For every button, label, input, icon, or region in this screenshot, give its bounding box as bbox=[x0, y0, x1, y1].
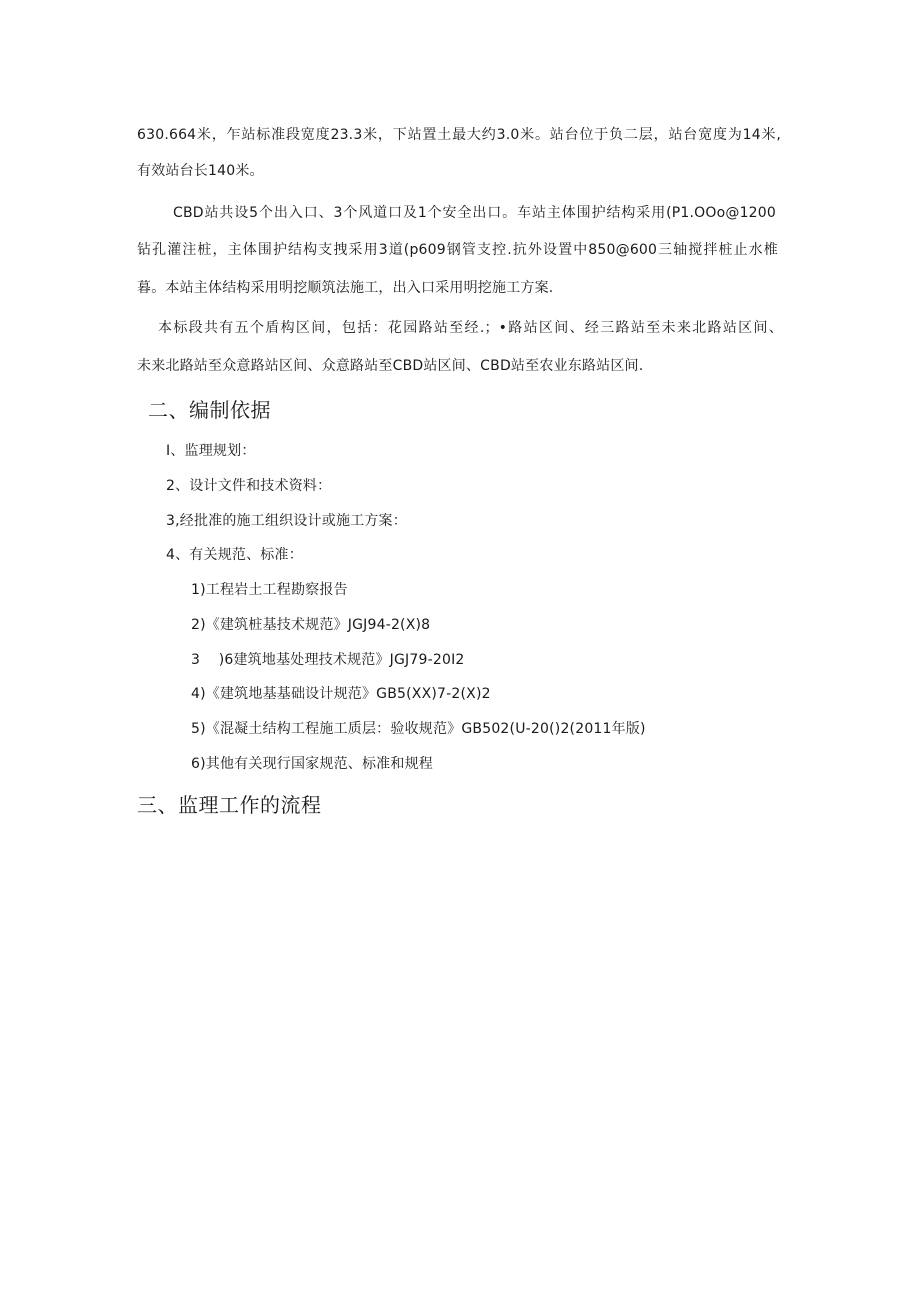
paragraph-2-line-3: 暮。本站主体结构采用明挖顺筑法施工，出入口采用明挖施工方案. bbox=[137, 280, 554, 296]
standard-item-4: 4)《建筑地基基础设计规范》GB5(XX)7-2(X)2 bbox=[191, 686, 491, 702]
paragraph-1-line-2: 有效站台长140米。 bbox=[137, 163, 264, 179]
standard-item-2: 2)《建筑桩基技术规范》JGJ94-2(X)8 bbox=[191, 617, 431, 633]
paragraph-2-line-2: 钻孔灌注桩，主体围护结构支拽采用3道(p609钢管支控.抗外设置中850@600三轴搅拌桩止水椎 bbox=[137, 242, 778, 258]
paragraph-1-line-1: 630.664米，乍站标准段宽度23.3米，下站置土最大约3.0米。站台位于负二层，站台宽度为14米, bbox=[137, 127, 781, 143]
standard-item-3: 3 )6建筑地基处理技术规范》JGJ79-20I2 bbox=[191, 652, 465, 668]
section-2-heading: 二、编制依据 bbox=[148, 398, 271, 422]
standard-item-5: 5)《混凝土结构工程施工质层：验收规范》GB502(U-20()2(2011年版) bbox=[191, 721, 646, 737]
basis-item-2: 2、设计文件和技术资料： bbox=[166, 478, 332, 494]
paragraph-2-line-1: CBD站共设5个出入口、3个风道口及1个安全出口。车站主体围护结构采用(P1.OOo@1200 bbox=[173, 205, 776, 221]
paragraph-3-line-1: 本标段共有五个盾构区间，包括：花园路站至经.；•路站区间、经三路站至未来北路站区间、 bbox=[158, 320, 783, 336]
standard-item-1: 1)工程岩土工程勘察报告 bbox=[191, 582, 348, 598]
basis-item-3: 3,经批准的施工组织设计或施工方案： bbox=[166, 513, 407, 529]
basis-item-1: I、监理规划： bbox=[166, 443, 256, 459]
standard-item-6: 6)其他有关现行国家规范、标准和规程 bbox=[191, 756, 433, 772]
paragraph-3-line-2: 未来北路站至众意路站区间、众意路站至CBD站区间、CBD站至农业东路站区间. bbox=[137, 358, 644, 374]
section-3-heading: 三、监理工作的流程 bbox=[137, 793, 322, 817]
basis-item-4: 4、有关规范、标准： bbox=[166, 547, 303, 563]
